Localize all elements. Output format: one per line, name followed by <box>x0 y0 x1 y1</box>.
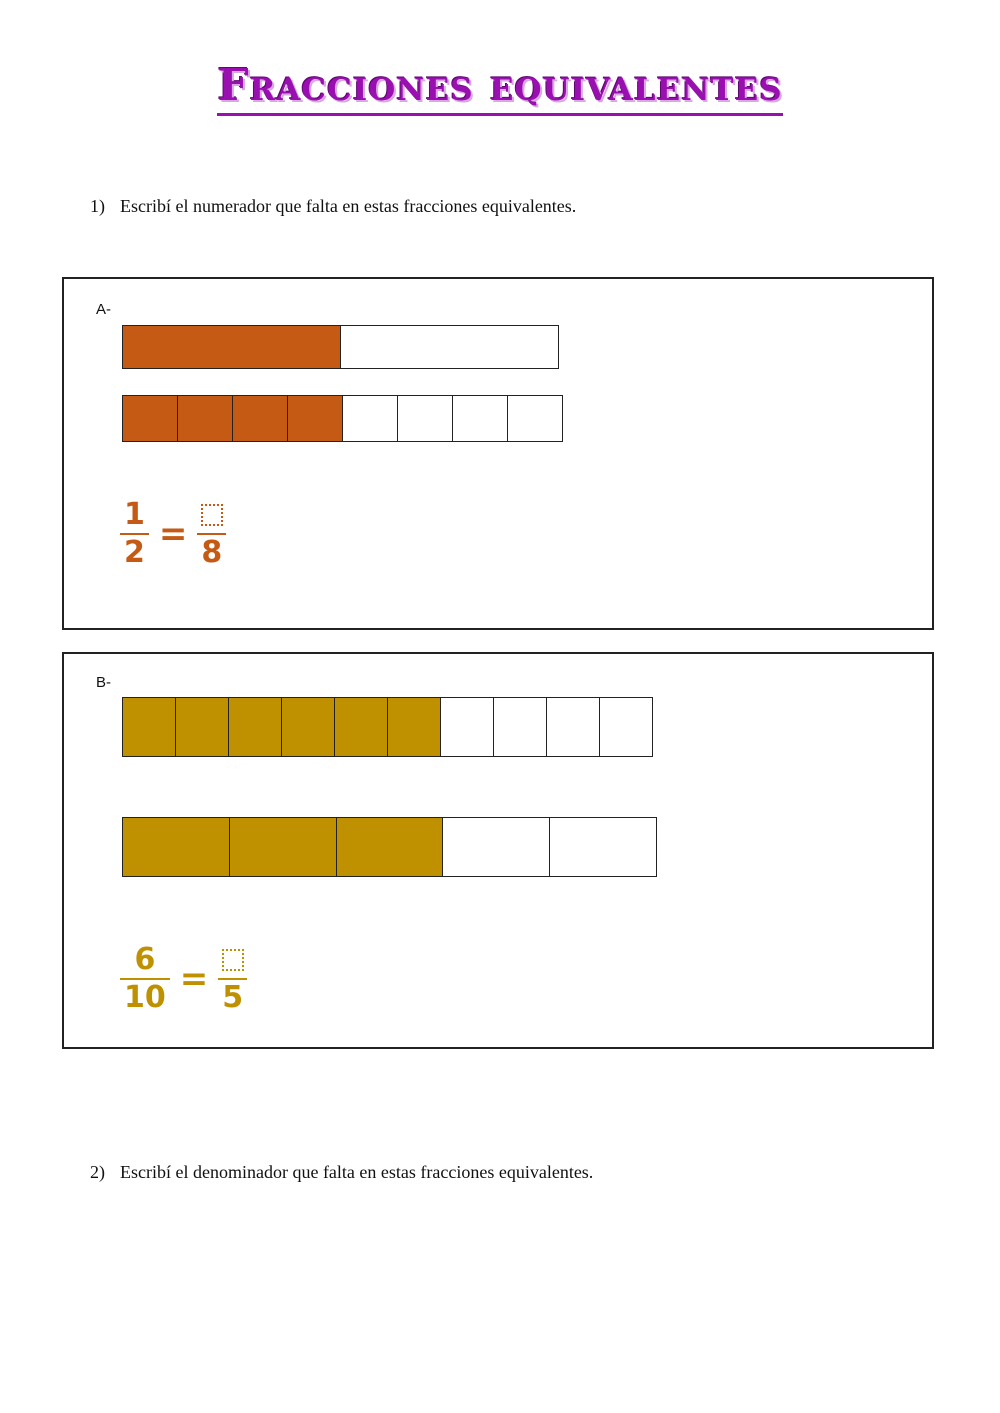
denominator: 5 <box>222 980 244 1015</box>
bar-cell-empty <box>398 396 453 441</box>
denominator: 8 <box>201 535 223 570</box>
numerator-blank-input[interactable] <box>201 504 223 526</box>
fraction-bar-eighths <box>122 395 563 442</box>
equals-sign: = <box>179 959 209 999</box>
exercise-b-box <box>62 652 934 1049</box>
fraction-bar-tenths <box>122 697 653 757</box>
bar-cell-empty <box>341 326 558 368</box>
fraction-left <box>120 942 170 1016</box>
bar-cell-filled <box>388 698 441 756</box>
fraction-bar-halves <box>122 325 559 369</box>
instruction-text: Escribí el numerador que falta en estas fracciones equivalentes. <box>120 196 577 216</box>
bar-cell-filled <box>178 396 233 441</box>
bar-cell-empty <box>443 818 550 876</box>
numerator: 6 <box>134 942 156 977</box>
bar-cell-empty <box>453 396 508 441</box>
fraction-right <box>197 497 226 571</box>
instruction-number: 1) <box>90 196 105 216</box>
bar-cell-empty <box>494 698 547 756</box>
equation-a <box>120 497 226 571</box>
bar-cell-filled <box>337 818 444 876</box>
bar-cell-empty <box>550 818 656 876</box>
instruction-number: 2) <box>90 1162 105 1182</box>
equals-sign: = <box>158 514 188 554</box>
exercise-label: A- <box>96 301 111 318</box>
fraction-bar-fifths <box>122 817 657 877</box>
numerator: 1 <box>124 497 145 532</box>
instruction-2 <box>90 1162 593 1183</box>
bar-cell-filled <box>230 818 337 876</box>
bar-cell-filled <box>123 326 341 368</box>
exercise-a-box <box>62 277 934 630</box>
denominator: 2 <box>124 535 145 570</box>
exercise-label: B- <box>96 674 111 691</box>
bar-cell-empty <box>441 698 494 756</box>
bar-cell-filled <box>123 818 230 876</box>
bar-cell-filled <box>282 698 335 756</box>
bar-cell-filled <box>176 698 229 756</box>
bar-cell-filled <box>335 698 388 756</box>
instruction-1 <box>90 196 576 217</box>
bar-cell-filled <box>288 396 343 441</box>
bar-cell-filled <box>123 698 176 756</box>
denominator: 10 <box>124 980 166 1015</box>
equation-b <box>120 942 247 1016</box>
bar-cell-empty <box>600 698 652 756</box>
bar-cell-empty <box>508 396 562 441</box>
fraction-right <box>218 942 247 1016</box>
bar-cell-empty <box>547 698 600 756</box>
fraction-left <box>120 497 149 571</box>
bar-cell-empty <box>343 396 398 441</box>
numerator-blank-input[interactable] <box>222 949 244 971</box>
bar-cell-filled <box>123 396 178 441</box>
instruction-text: Escribí el denominador que falta en estas fracciones equivalentes. <box>120 1162 594 1182</box>
page-title: Fracciones equivalentes <box>0 60 1000 111</box>
bar-cell-filled <box>229 698 282 756</box>
bar-cell-filled <box>233 396 288 441</box>
